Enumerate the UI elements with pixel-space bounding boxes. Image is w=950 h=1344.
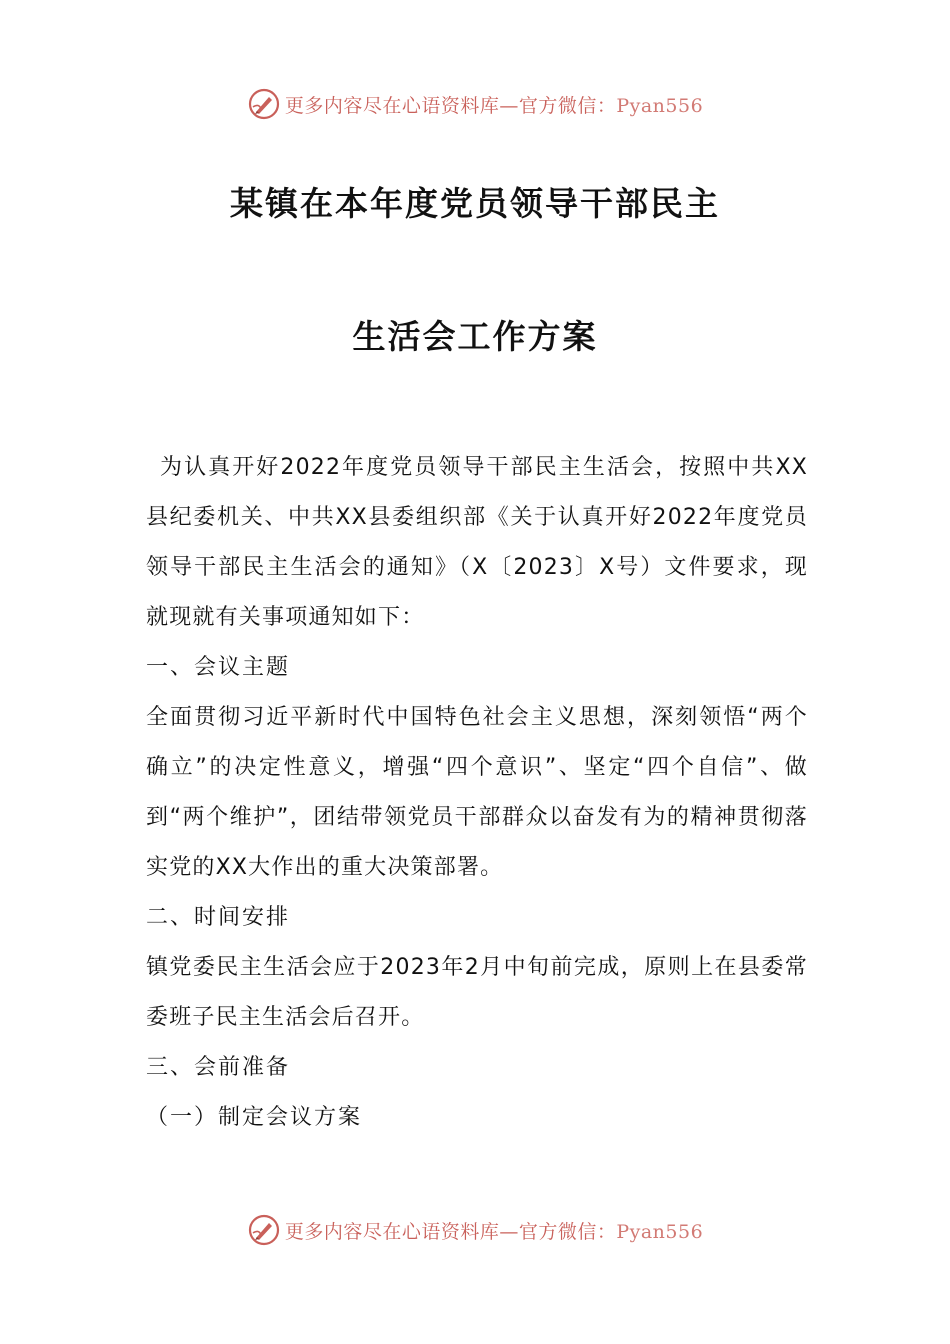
watermark-text: 更多内容尽在心语资料库—官方微信：Pyan556 bbox=[284, 1220, 704, 1243]
watermark-wechat-id: Pyan556 bbox=[616, 94, 704, 117]
section-heading-2: 二、时间安排 bbox=[146, 905, 291, 930]
section-1-paragraph: 全面贯彻习近平新时代中国特色社会主义思想，深刻领悟“两个确立”的决定性意义，增强“四个意识”、坚定“四个自信”、做到“两个维护”，团结带领党员干部群众以奋发有为的精神贯彻落实党的XX大作出的重大决策部署。 bbox=[146, 705, 808, 880]
document-title-line-2: 生活会工作方案 bbox=[352, 317, 598, 356]
document-title-line-1: 某镇在本年度党员领导干部民主 bbox=[230, 184, 720, 223]
footer-watermark bbox=[0, 1210, 950, 1250]
section-heading-3: 三、会前准备 bbox=[146, 1055, 291, 1080]
intro-paragraph: 为认真开好2022年度党员领导干部民主生活会，按照中共XX县纪委机关、中共XX县委组织部《关于认真开好2022年度党员领导干部民主生活会的通知》（X〔2023〕X号）文件要求，现就现就有关事项通知如下： bbox=[146, 455, 808, 630]
watermark-text: 更多内容尽在心语资料库—官方微信：Pyan556 bbox=[284, 94, 704, 117]
pen-logo-icon bbox=[247, 87, 281, 121]
header-watermark bbox=[0, 84, 950, 124]
section-heading-1: 一、会议主题 bbox=[146, 655, 291, 680]
section-2-paragraph: 镇党委民主生活会应于2023年2月中旬前完成，原则上在县委常委班子民主生活会后召开。 bbox=[146, 955, 808, 1030]
document-body bbox=[146, 443, 808, 1143]
subsection-heading-3-1: （一）制定会议方案 bbox=[146, 1105, 363, 1130]
pen-logo-icon bbox=[247, 1213, 281, 1247]
watermark-wechat-id: Pyan556 bbox=[616, 1220, 704, 1243]
